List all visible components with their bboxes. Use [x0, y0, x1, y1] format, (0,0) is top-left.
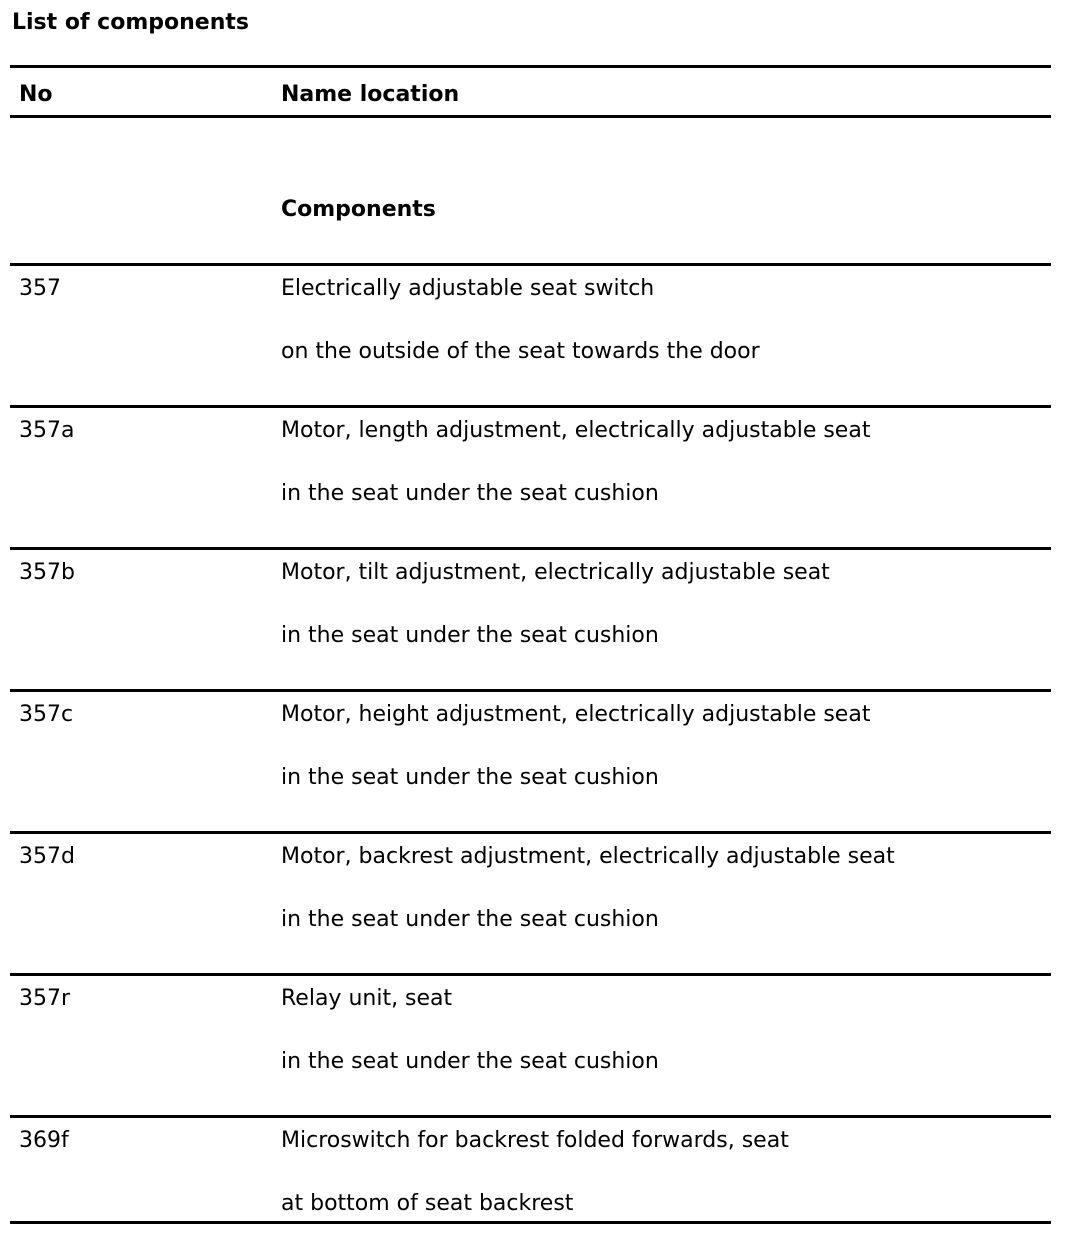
header-no: No [19, 82, 53, 107]
row-location: in the seat under the seat cushion [281, 907, 659, 932]
row-no: 369f [19, 1128, 69, 1153]
row-rule [10, 405, 1051, 408]
row-location: in the seat under the seat cushion [281, 623, 659, 648]
table-top-rule [10, 65, 1051, 68]
row-no: 357c [19, 702, 74, 727]
header-bottom-rule [10, 115, 1051, 118]
row-rule [10, 831, 1051, 834]
row-location: in the seat under the seat cushion [281, 1049, 659, 1074]
row-name: Relay unit, seat [281, 986, 453, 1011]
row-no: 357a [19, 418, 75, 443]
row-rule [10, 1115, 1051, 1118]
row-name: Motor, tilt adjustment, electrically adjustable seat [281, 560, 830, 585]
row-rule [10, 973, 1051, 976]
row-no: 357b [19, 560, 75, 585]
row-no: 357r [19, 986, 71, 1011]
row-rule [10, 263, 1051, 266]
row-name: Motor, height adjustment, electrically adjustable seat [281, 702, 871, 727]
row-location: in the seat under the seat cushion [281, 481, 659, 506]
row-rule [10, 547, 1051, 550]
row-no: 357d [19, 844, 75, 869]
section-label: Components [281, 197, 436, 222]
row-rule [10, 689, 1051, 692]
row-no: 357 [19, 276, 61, 301]
row-location: at bottom of seat backrest [281, 1191, 574, 1216]
row-name: Electrically adjustable seat switch [281, 276, 655, 301]
row-location: on the outside of the seat towards the door [281, 339, 760, 364]
row-name: Motor, length adjustment, electrically adjustable seat [281, 418, 871, 443]
page-title: List of components [12, 10, 249, 35]
row-name: Microswitch for backrest folded forwards, seat [281, 1128, 789, 1153]
row-location: in the seat under the seat cushion [281, 765, 659, 790]
table-bottom-rule [10, 1221, 1051, 1224]
row-name: Motor, backrest adjustment, electrically adjustable seat [281, 844, 895, 869]
header-name-location: Name location [281, 82, 460, 107]
